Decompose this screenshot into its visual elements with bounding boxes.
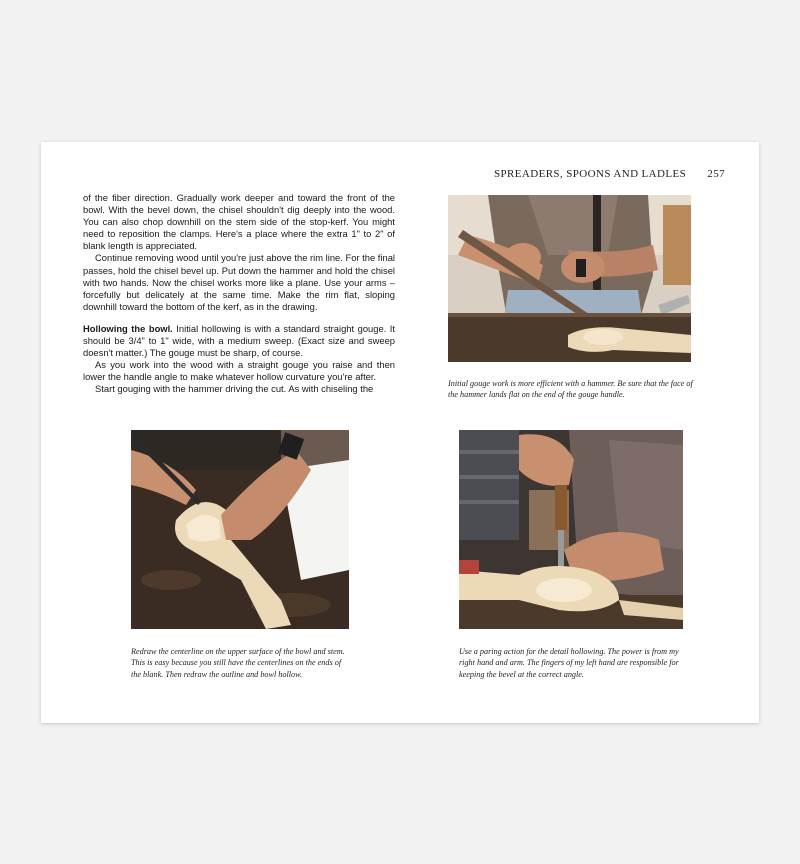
photo-redraw-centerline — [131, 430, 349, 629]
paragraph-3-text: Initial hollowing is with a standard straight gouge. It should be 3/4" to 1" wide, with a medium sweep. (Exact size and sweep doesn't matter.) The gouge must be sharp, of course. — [83, 322, 395, 359]
paragraph-5: Start gouging with the hammer driving the cut. As with chiseling the — [95, 383, 374, 395]
body-text — [83, 192, 395, 396]
page-number: 257 — [707, 168, 725, 180]
caption-paring-action: Use a paring action for the detail hollowing. The power is from my right hand and arm. The fingers of my left hand are responsible for keeping the bevel at the correct angle. — [459, 647, 679, 679]
paragraph-4: As you work into the wood with a straight gouge you raise and then lower the handle angle to make whatever hollow curvature you're after. — [83, 359, 395, 383]
running-head — [494, 168, 725, 180]
paragraph-3 — [83, 323, 395, 359]
book-spread — [41, 142, 759, 723]
photo-gouge-hammer — [448, 195, 691, 362]
caption-gouge-hammer: Initial gouge work is more efficient with a hammer. Be sure that the face of the hammer lands flat on the end of the gouge handle. — [448, 379, 693, 400]
caption-redraw-centerline: Redraw the centerline on the upper surface of the bowl and stem. This is easy because you still have the centerlines on the ends of the blank. Then redraw the outline and bowl hollow. — [131, 647, 345, 679]
paragraph-1: of the fiber direction. Gradually work deeper and toward the front of the bowl. With the bevel down, the chisel shouldn't dig deeply into the wood. You can also chop downhill on the stem side of the stop-kerf. You might need to reposition the clamps. Here's a place where the extra 1" to 2" of blank length is appreciated. — [83, 192, 395, 252]
chapter-title: SPREADERS, SPOONS AND LADLES — [494, 168, 687, 180]
photo-paring-action — [459, 430, 683, 629]
section-heading: Hollowing the bowl. — [83, 322, 173, 334]
paragraph-2: Continue removing wood until you're just above the rim line. For the final passes, hold the chisel bevel up. Put down the hammer and hold the chisel with two hands. Now the chisel works more like a plane. Use your arms – forcefully but delicately at the same time. Make the rim flat, sloping downhill toward the bottom of the kerf, as in the drawing. — [83, 252, 395, 312]
